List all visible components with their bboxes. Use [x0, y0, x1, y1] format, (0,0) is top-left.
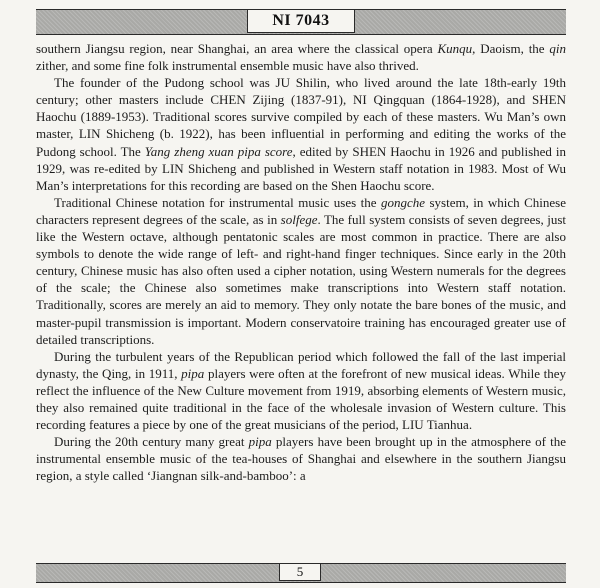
paragraph: [36, 40, 566, 74]
paragraph: [36, 348, 566, 433]
text-run: system, in which Chinese characters represent degrees of the scale, as in: [36, 194, 566, 227]
catalog-number: NI 7043: [247, 9, 355, 33]
text-run: players have been brought up in the atmosphere of the instrumental ensemble music of the tea-houses of Shanghai and elsewhere in the southern Jiangsu region, a style called ‘Jiangnan silk-and-bamboo’: a: [36, 434, 567, 484]
text-run: zither, and some fine folk instrumental ensemble music have also thrived.: [36, 58, 419, 74]
italic-term: Kunqu: [437, 41, 473, 56]
page-number: 5: [279, 563, 321, 581]
italic-term: gongche: [380, 194, 426, 210]
text-run: , edited by SHEN Haochu in 1926 and published in 1929, was re-edited by LIN Shicheng and published in Western staff notation in 1983. Most of Wu Man’s interpretations for this recording are based on the Shen Haochu score.: [36, 143, 566, 193]
text-run: The founder of the Pudong school was JU Shilin, who lived around the late 18th-early 19th century; other masters include CHEN Zijing (1837-91), NI Qingquan (1864-1928), and SHEN Haochu (1889-1953). Traditional scores survive compiled by each of these masters. Wu Man’s own master, LIN Shicheng (b. 1922), has been influential in performing and editing the works of the Pudong school. The: [36, 75, 566, 159]
italic-term: solfege: [280, 211, 318, 227]
text-run: southern Jiangsu region, near Shanghai, an area where the classical opera: [36, 41, 438, 56]
paragraph: [36, 74, 566, 194]
italic-term: pipa: [181, 365, 205, 381]
text-run: . The full system consists of seven degrees, just like the Western octave, although pentatonic scales are most common in practice. There are also symbols to denote the wide range of left- and right-hand finger techniques. Since early in the 20th century, Chinese music has also often used a cipher notation, using Western numerals for the degrees of the scale; the Chinese also sometimes make transcriptions into Western staff notation. Traditionally, scores are merely an aid to memory. They only notate the bare bones of the music, and master-pupil transmission is important. Modern conservatoire training has encouraged greater use of detailed transcriptions.: [36, 211, 566, 347]
italic-term: qin: [549, 41, 567, 56]
text-run: During the turbulent years of the Republican period which followed the fall of the last imperial dynasty, the Qing, in 1911,: [36, 348, 566, 381]
text-run: During the 20th century many great: [54, 434, 249, 450]
article-body: [36, 40, 566, 484]
text-run: , Daoism, the: [472, 41, 550, 56]
text-run: Traditional Chinese notation for instrumental music uses the: [54, 194, 381, 210]
text-run: players were often at the forefront of new musical ideas. While they reflect the influence of the New Culture movement from 1919, absorbing elements of Western music, they also remained quite traditional in the face of the wholesale invasion of Western culture. This recording features a piece by one of the great musicians of the period, LIU Tianhua.: [36, 365, 567, 433]
paragraph: [36, 433, 566, 484]
paragraph: [36, 194, 566, 348]
italic-term: pipa: [248, 434, 272, 450]
italic-term: Yang zheng xuan pipa score: [144, 143, 293, 159]
